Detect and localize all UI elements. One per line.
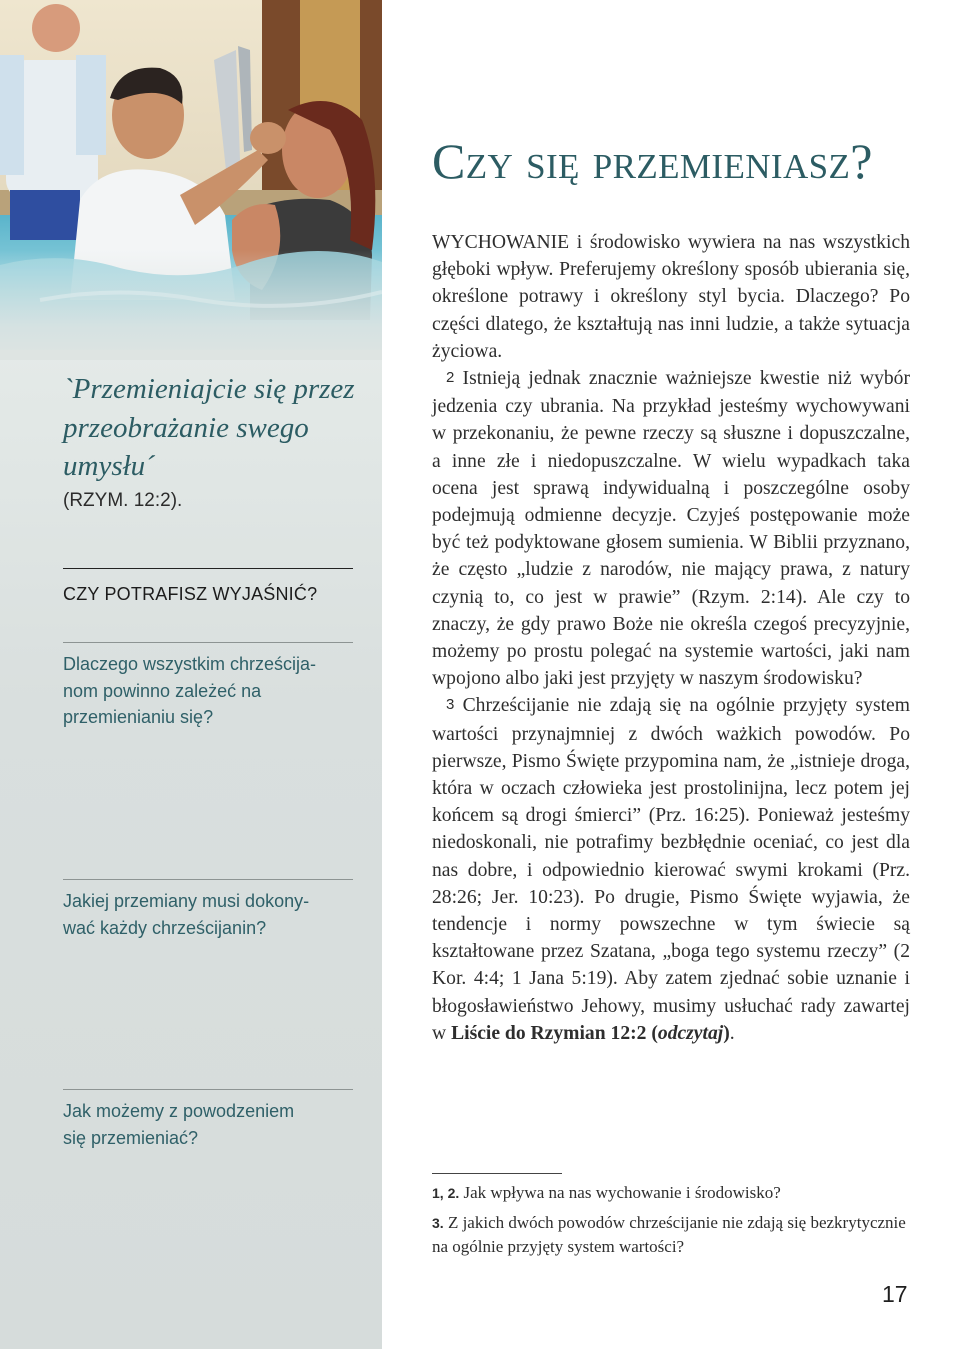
page-number: 17 (882, 1281, 908, 1307)
review-question-1: Dlaczego wszystkim chrześcija- nom powinno zależeć na przemienianiu się? (63, 654, 317, 727)
divider (63, 1089, 353, 1090)
paragraph-1: WYCHOWANIE i środowisko wywiera na nas wszystkich głęboki wpływ. Preferujemy określony sposób ubierania się, określone potrawy i określony styl bycia. Dlaczego? Po części dlatego, że kształtują nas inni ludzie, a także sytuacja życiowa. (432, 232, 910, 362)
review-heading: CZY POTRAFISZ WYJAŚNIĆ? (63, 584, 318, 604)
photo-fade (0, 250, 382, 360)
paragraph-number: 2 (446, 369, 455, 387)
divider (63, 568, 353, 569)
study-question: 1, 2. Jak wpływa na nas wychowanie i środowisko? (432, 1183, 781, 1202)
article-body (432, 229, 910, 1047)
study-question: 3. Z jakich dwóch powodów chrześcijanie nie zdają się bezkrytycznie na ogólnie przyjęty system wartości? (432, 1212, 906, 1256)
footnote-divider (432, 1173, 562, 1174)
divider (63, 642, 353, 643)
scripture-quote: `Przemieniajcie się przez przeobrażanie swego umysłu´ (63, 373, 355, 482)
paragraph-number: 3 (446, 696, 455, 714)
sidebar (0, 0, 382, 1349)
review-question-3: Jak możemy z powodzeniem się przemieniać? (63, 1101, 295, 1148)
scripture-citation: Liście do Rzymian 12:2 (odczytaj) (451, 1022, 730, 1044)
lead-word: WYCHOWANIE (432, 232, 570, 253)
paragraph-3: 3 Chrześcijanie nie zdają się na ogólnie przyjęty system wartości przynajmniej z dwóch ważkich powodów. Po pierwsze, Pismo Święte przypomina nam, że „istnieje droga, która w oczach człowieka jest prostolinijna, lecz potem jej końcem są drogi śmierci” (Prz. 16:25). Ponieważ jesteśmy niedoskonali, nie potrafimy bezbłędnie oceniać, co jest dla nas dobre, i odpowiednio kierować swymi krokami (Prz. 28:26; Jer. 10:23). Po drugie, Pismo Święte wyjawia, że tendencje i normy powszechne w tym świecie są kształtowane przez Szatana, „boga tego systemu rzeczy” (2 Kor. 4:4; 1 Jana 5:19). Aby zatem zjednać sobie uznanie i błogosławieństwo Jehowy, musimy usłuchać rady zawartej w Liście do Rzymian 12:2 (odczytaj). (432, 695, 910, 1044)
paragraph-2: 2 Istnieją jednak znacznie ważniejsze kwestie niż wybór jedzenia czy ubrania. Na przykład jesteśmy wychowywani w przekonaniu, że pewne rzeczy są słuszne i dopuszczalne, a inne złe i niedopuszczalne. W wielu wypadkach taka ocena jest sprawą indywidualną i poszczególne osoby podejmują odmienne decyzje. Czyjeś postępowanie może być też podyktowane głosem sumienia. W Biblii przyznano, że często „ludzie z narodów, nie mający prawa, z natury czynią to, co jest w prawie” (Rzym. 2:14). Ale czy to znaczy, że gdy prawo Boże nie określa czegoś precyzyjnie, możemy po prostu polegać na systemie wartości, jaki nam wpojono albo jaki jest przyjęty w naszym środowisku? (432, 368, 910, 690)
scripture-reference: (RZYM. 12:2). (63, 490, 183, 511)
page-title: Czy się przemieniasz? (432, 133, 873, 189)
review-question-2: Jakiej przemiany musi dokony- wać każdy chrześcijanin? (63, 891, 310, 938)
study-questions (432, 1181, 910, 1264)
divider (63, 879, 353, 880)
